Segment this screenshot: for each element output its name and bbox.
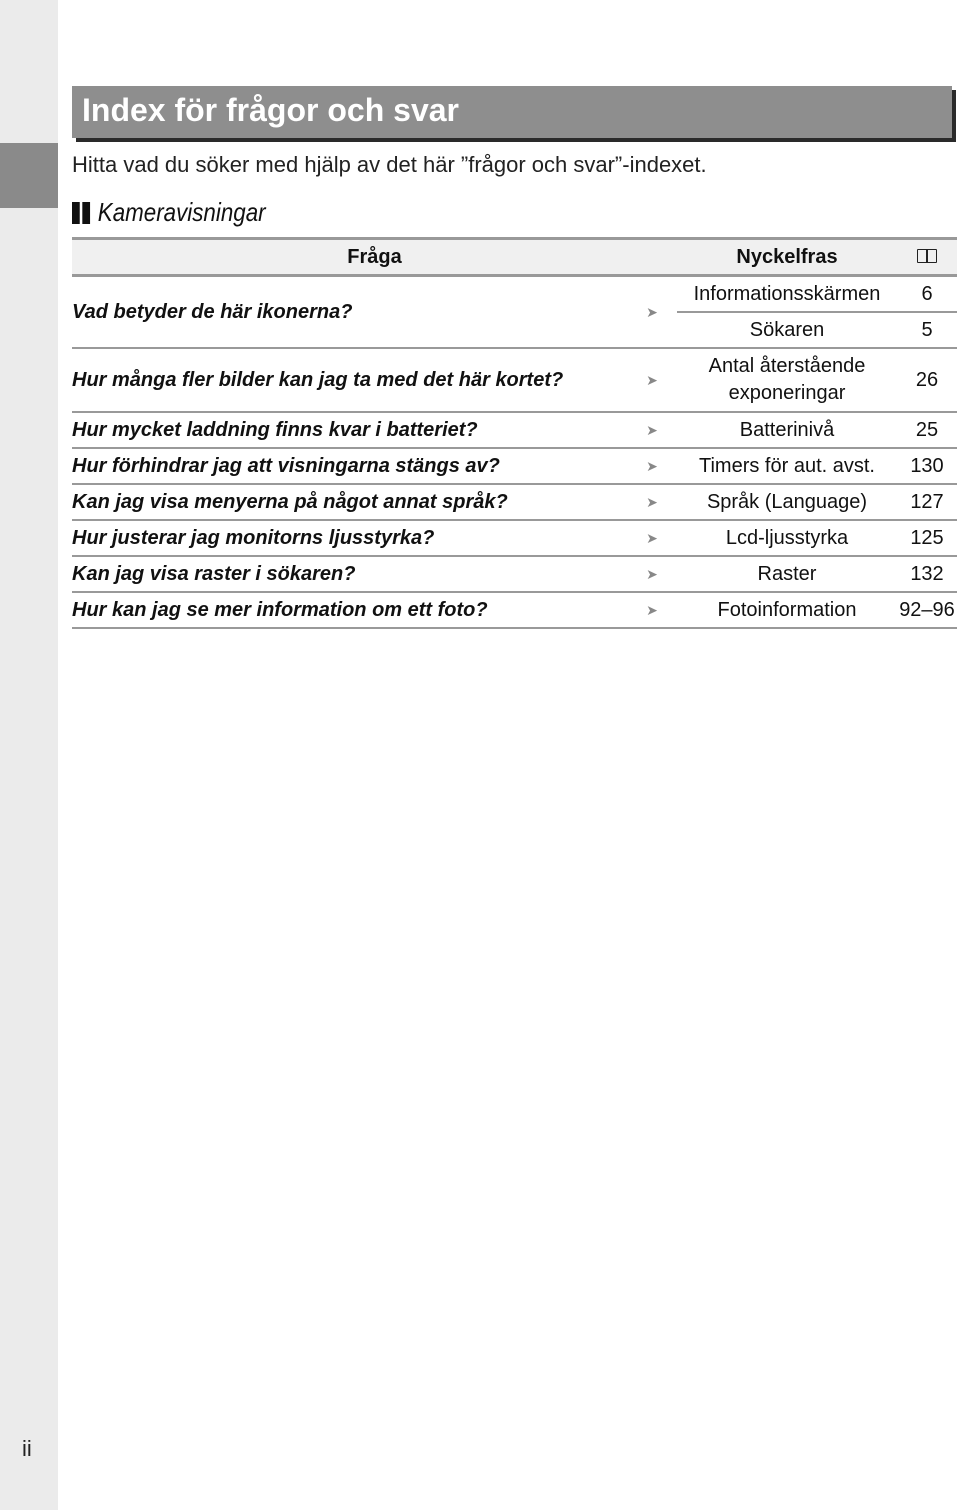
page-number: ii xyxy=(22,1436,32,1461)
arrow-icon: ➤ xyxy=(627,520,677,556)
page-margin-strip xyxy=(0,0,58,1510)
page-ref[interactable]: 130 xyxy=(897,448,957,484)
arrow-icon: ➤ xyxy=(627,556,677,592)
header-keyphrase: Nyckelfras xyxy=(677,239,897,276)
question-text: Kan jag visa menyerna på något annat språk? xyxy=(72,484,627,520)
book-icon xyxy=(917,249,937,263)
header-question: Fråga xyxy=(72,239,677,276)
chapter-tab-marker xyxy=(0,143,58,208)
arrow-icon: ➤ xyxy=(627,592,677,628)
question-text: Hur justerar jag monitorns ljusstyrka? xyxy=(72,520,627,556)
keyphrase-link[interactable]: Språk (Language) xyxy=(677,484,897,520)
keyphrase-link[interactable]: Batterinivå xyxy=(677,412,897,448)
keyphrase-link[interactable]: Sökaren xyxy=(677,312,897,348)
question-text: Vad betyder de här ikonerna? xyxy=(72,276,627,349)
arrow-icon: ➤ xyxy=(627,484,677,520)
question-text: Hur mycket laddning finns kvar i batteriet? xyxy=(72,412,627,448)
page-ref[interactable]: 132 xyxy=(897,556,957,592)
arrow-icon: ➤ xyxy=(627,348,677,412)
page-ref[interactable]: 5 xyxy=(897,312,957,348)
keyphrase-link[interactable]: Timers för aut. avst. xyxy=(677,448,897,484)
qa-table xyxy=(72,237,957,629)
page-ref[interactable]: 6 xyxy=(897,276,957,313)
table-row xyxy=(72,412,957,448)
question-text: Hur kan jag se mer information om ett foto? xyxy=(72,592,627,628)
table-row xyxy=(72,348,957,412)
page-ref[interactable]: 25 xyxy=(897,412,957,448)
page-ref[interactable]: 125 xyxy=(897,520,957,556)
intro-text: Hitta vad du söker med hjälp av det här ”frågor och svar”-indexet. xyxy=(72,152,707,177)
keyphrase-link[interactable]: Fotoinformation xyxy=(677,592,897,628)
title-bar xyxy=(72,86,952,138)
page-title: Index för frågor och svar xyxy=(82,92,459,128)
table-row xyxy=(72,448,957,484)
section-heading-text: Kameravisningar xyxy=(97,197,266,227)
table-row xyxy=(72,556,957,592)
page-ref[interactable]: 92–96 xyxy=(897,592,957,628)
section-heading xyxy=(72,197,266,228)
table-row xyxy=(72,276,957,313)
keyphrase-link[interactable]: Informationsskärmen xyxy=(677,276,897,313)
table-row xyxy=(72,484,957,520)
page-ref[interactable]: 127 xyxy=(897,484,957,520)
table-header-row xyxy=(72,239,957,276)
question-text: Hur förhindrar jag att visningarna stängs av? xyxy=(72,448,627,484)
question-text: Hur många fler bilder kan jag ta med det här kortet? xyxy=(72,348,627,412)
arrow-icon: ➤ xyxy=(627,276,677,349)
section-mark-icon xyxy=(72,202,91,224)
keyphrase-link[interactable]: Lcd-ljusstyrka xyxy=(677,520,897,556)
question-text: Kan jag visa raster i sökaren? xyxy=(72,556,627,592)
table-row xyxy=(72,592,957,628)
keyphrase-link[interactable]: Antal återstående exponeringar xyxy=(677,348,897,412)
keyphrase-link[interactable]: Raster xyxy=(677,556,897,592)
header-page xyxy=(897,239,957,276)
table-row xyxy=(72,520,957,556)
arrow-icon: ➤ xyxy=(627,412,677,448)
arrow-icon: ➤ xyxy=(627,448,677,484)
page-ref[interactable]: 26 xyxy=(897,348,957,412)
